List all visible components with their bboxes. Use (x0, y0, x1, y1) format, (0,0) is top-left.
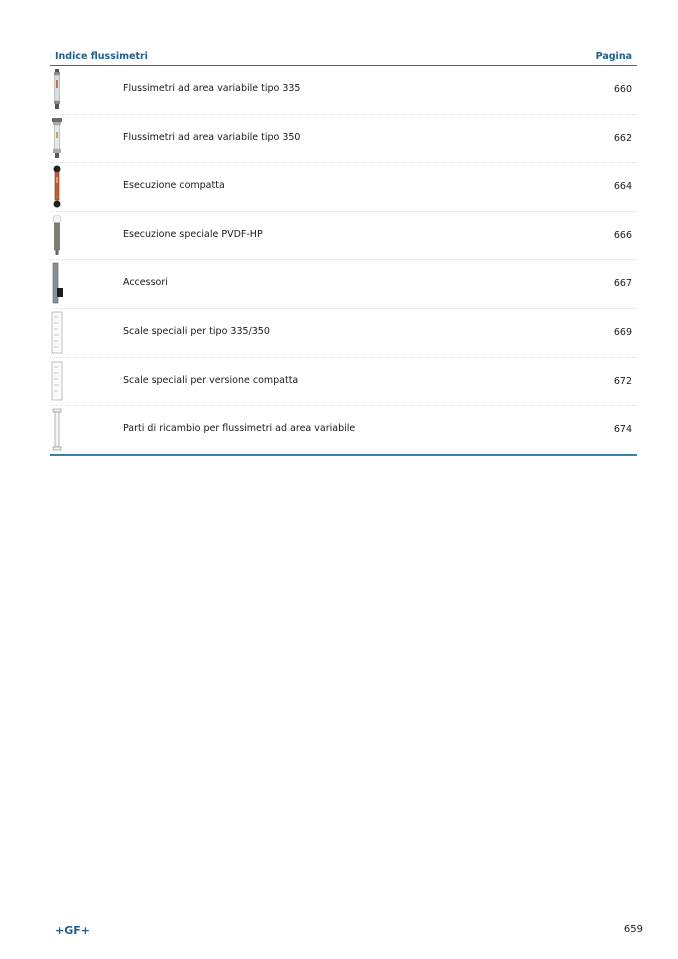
scale-335-350-icon (50, 311, 64, 354)
scale-compact-icon (50, 360, 64, 403)
index-row-page: 664 (613, 181, 632, 193)
index-row[interactable] (50, 163, 637, 212)
index-row-label: Scale speciali per versione compatta (123, 374, 299, 386)
index-row-label: Flussimetri ad area variabile tipo 350 (123, 131, 301, 143)
index-row[interactable] (50, 406, 637, 456)
index-row[interactable] (50, 212, 637, 261)
index-row[interactable] (50, 358, 637, 407)
index-row-label: Scale speciali per tipo 335/350 (123, 325, 270, 337)
index-row-label: Esecuzione speciale PVDF-HP (123, 228, 263, 240)
index-row-page: 672 (613, 375, 632, 387)
compact-flowmeter-icon (50, 165, 64, 208)
index-header (50, 50, 637, 66)
index-row-label: Esecuzione compatta (123, 180, 225, 192)
index-rows (50, 66, 637, 456)
flowmeter-index-table (50, 50, 637, 456)
page-column-header: Pagina (595, 51, 632, 62)
index-row-page: 674 (613, 424, 632, 436)
index-row-page: 669 (613, 326, 632, 338)
index-row-label: Accessori (123, 277, 168, 289)
index-row-label: Parti di ricambio per flussimetri ad area variabile (123, 423, 356, 435)
page-number: 659 (623, 924, 643, 935)
index-row-page: 667 (613, 278, 632, 290)
index-row-label: Flussimetri ad area variabile tipo 335 (123, 83, 301, 94)
accessories-icon (50, 262, 64, 305)
index-title: Indice flussimetri (55, 51, 148, 62)
index-row-page: 660 (613, 84, 632, 95)
flowmeter-335-icon (50, 68, 64, 111)
index-row-page: 662 (613, 132, 632, 144)
gf-logo: +GF+ (55, 924, 90, 937)
index-row[interactable] (50, 260, 637, 309)
index-row[interactable] (50, 309, 637, 358)
index-row-page: 666 (613, 229, 632, 241)
flowmeter-350-icon (50, 117, 64, 160)
pvdf-flowmeter-icon (50, 214, 64, 257)
index-row[interactable] (50, 66, 637, 115)
index-row[interactable] (50, 115, 637, 164)
spare-parts-icon (50, 408, 64, 451)
